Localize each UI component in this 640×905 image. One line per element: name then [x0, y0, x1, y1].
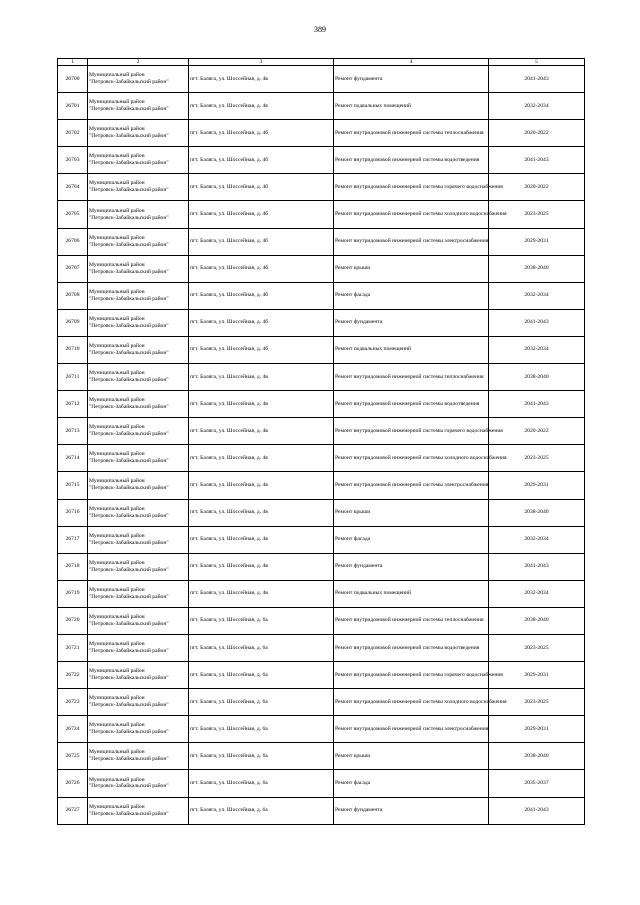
row-number-cell: 26706 — [58, 228, 88, 255]
work-type-cell: Ремонт внутридомовой инженерной системы холодного водоснабжения — [334, 445, 489, 472]
table-row — [58, 797, 585, 824]
work-type-cell: Ремонт подвальных помещений — [334, 336, 489, 363]
column-header-2: 2 — [88, 59, 189, 66]
table-row — [58, 147, 585, 174]
work-type-cell: Ремонт внутридомовой инженерной системы горячего водоснабжения — [334, 174, 489, 201]
period-cell: 2029-2031 — [489, 228, 585, 255]
table-row — [58, 228, 585, 255]
work-type-cell: Ремонт фундамента — [334, 797, 489, 824]
row-number-cell: 26711 — [58, 364, 88, 391]
district-cell — [88, 120, 189, 147]
district-cell — [88, 770, 189, 797]
table-row — [58, 445, 585, 472]
row-number-cell: 26709 — [58, 309, 88, 336]
district-line: "Петровск-Забайкальский район" — [89, 431, 169, 438]
row-number-cell: 26722 — [58, 662, 88, 689]
work-type-cell: Ремонт внутридомовой инженерной системы горячего водоснабжения — [334, 662, 489, 689]
district-cell — [88, 499, 189, 526]
district-cell — [88, 472, 189, 499]
row-number-cell: 26702 — [58, 120, 88, 147]
district-line: "Петровск-Забайкальский район" — [89, 214, 169, 221]
district-cell — [88, 201, 189, 228]
work-type-cell: Ремонт внутридомовой инженерной системы электроснабжения — [334, 228, 489, 255]
district-line: "Петровск-Забайкальский район" — [89, 106, 169, 113]
period-cell: 2032-2034 — [489, 526, 585, 553]
row-number-cell: 26715 — [58, 472, 88, 499]
work-type-cell: Ремонт внутридомовой инженерной системы электроснабжения — [334, 472, 489, 499]
work-type-cell: Ремонт подвальных помещений — [334, 580, 489, 607]
period-cell: 2020-2022 — [489, 174, 585, 201]
column-header-5: 5 — [489, 59, 585, 66]
column-header-1: 1 — [58, 59, 88, 66]
row-number-cell: 26710 — [58, 336, 88, 363]
district-line: "Петровск-Забайкальский район" — [89, 404, 169, 411]
district-cell — [88, 282, 189, 309]
address-cell: пгт. Балягa, ул. Шоссейная, д. 4б — [189, 282, 334, 309]
district-line: "Петровск-Забайкальский район" — [89, 485, 169, 492]
district-line: Муниципальный район — [89, 72, 145, 79]
table-row — [58, 391, 585, 418]
address-cell: пгт. Балягa, ул. Шоссейная, д. 4в — [189, 553, 334, 580]
district-cell — [88, 689, 189, 716]
address-cell: пгт. Балягa, ул. Шоссейная, д. 6а — [189, 743, 334, 770]
table-row — [58, 526, 585, 553]
work-type-cell: Ремонт внутридомовой инженерной системы теплоснабжения — [334, 120, 489, 147]
district-cell — [88, 66, 189, 93]
table-row — [58, 743, 585, 770]
work-type-cell: Ремонт внутридомовой инженерной системы водоотведения — [334, 391, 489, 418]
table-row — [58, 770, 585, 797]
table-row — [58, 662, 585, 689]
column-header-3: 3 — [189, 59, 334, 66]
district-line: Муниципальный район — [89, 586, 145, 593]
address-cell: пгт. Балягa, ул. Шоссейная, д. 4в — [189, 391, 334, 418]
table-row — [58, 472, 585, 499]
row-number-cell: 26719 — [58, 580, 88, 607]
period-cell: 2023-2025 — [489, 445, 585, 472]
address-cell: пгт. Балягa, ул. Шоссейная, д. 4б — [189, 147, 334, 174]
period-cell: 2032-2034 — [489, 336, 585, 363]
work-type-cell: Ремонт внутридомовой инженерной системы водоотведения — [334, 147, 489, 174]
address-cell: пгт. Балягa, ул. Шоссейная, д. 6а — [189, 607, 334, 634]
work-type-cell: Ремонт крыши — [334, 499, 489, 526]
district-line: Муниципальный район — [89, 559, 145, 566]
work-type-cell: Ремонт фундамента — [334, 309, 489, 336]
district-cell — [88, 309, 189, 336]
work-type-cell: Ремонт фундамента — [334, 66, 489, 93]
district-line: "Петровск-Забайкальский район" — [89, 133, 169, 140]
row-number-cell: 26707 — [58, 255, 88, 282]
period-cell: 2038-2040 — [489, 364, 585, 391]
district-line: Муниципальный район — [89, 451, 145, 458]
district-line: Муниципальный район — [89, 532, 145, 539]
district-line: "Петровск-Забайкальский район" — [89, 539, 169, 546]
row-number-cell: 26703 — [58, 147, 88, 174]
period-cell: 2020-2022 — [489, 418, 585, 445]
district-line: Муниципальный район — [89, 613, 145, 620]
district-line: "Петровск-Забайкальский район" — [89, 268, 169, 275]
district-cell — [88, 607, 189, 634]
period-cell: 2038-2040 — [489, 743, 585, 770]
district-cell — [88, 364, 189, 391]
row-number-cell: 26727 — [58, 797, 88, 824]
address-cell: пгт. Балягa, ул. Шоссейная, д. 4в — [189, 499, 334, 526]
district-cell — [88, 580, 189, 607]
district-line: Муниципальный район — [89, 288, 145, 295]
district-cell — [88, 662, 189, 689]
table-body — [58, 66, 585, 825]
row-number-cell: 26701 — [58, 93, 88, 120]
district-line: "Петровск-Забайкальский район" — [89, 458, 169, 465]
district-line: "Петровск-Забайкальский район" — [89, 295, 169, 302]
row-number-cell: 26720 — [58, 607, 88, 634]
district-line: Муниципальный район — [89, 261, 145, 268]
row-number-cell: 26725 — [58, 743, 88, 770]
district-line: Муниципальный район — [89, 668, 145, 675]
table-row — [58, 689, 585, 716]
district-line: Муниципальный район — [89, 776, 145, 783]
district-line: Муниципальный район — [89, 722, 145, 729]
address-cell: пгт. Балягa, ул. Шоссейная, д. 6а — [189, 716, 334, 743]
table-row — [58, 607, 585, 634]
period-cell: 2041-2043 — [489, 66, 585, 93]
table-row — [58, 282, 585, 309]
district-line: "Петровск-Забайкальский район" — [89, 783, 169, 790]
address-cell: пгт. Балягa, ул. Шоссейная, д. 4б — [189, 120, 334, 147]
district-line: "Петровск-Забайкальский район" — [89, 241, 169, 248]
district-line: "Петровск-Забайкальский район" — [89, 566, 169, 573]
work-type-cell: Ремонт внутридомовой инженерной системы холодного водоснабжения — [334, 201, 489, 228]
row-number-cell: 26704 — [58, 174, 88, 201]
table-row — [58, 309, 585, 336]
row-number-cell: 26721 — [58, 634, 88, 661]
district-line: "Петровск-Забайкальский район" — [89, 349, 169, 356]
district-line: Муниципальный район — [89, 370, 145, 377]
district-line: "Петровск-Забайкальский район" — [89, 512, 169, 519]
district-line: Муниципальный район — [89, 397, 145, 404]
district-cell — [88, 147, 189, 174]
district-cell — [88, 255, 189, 282]
district-cell — [88, 553, 189, 580]
table-row — [58, 66, 585, 93]
district-line: "Петровск-Забайкальский район" — [89, 702, 169, 709]
table-row — [58, 499, 585, 526]
address-cell: пгт. Балягa, ул. Шоссейная, д. 4в — [189, 526, 334, 553]
row-number-cell: 26713 — [58, 418, 88, 445]
district-line: Муниципальный район — [89, 695, 145, 702]
period-cell: 2041-2043 — [489, 147, 585, 174]
work-type-cell: Ремонт внутридомовой инженерной системы водоотведения — [334, 634, 489, 661]
address-cell: пгт. Балягa, ул. Шоссейная, д. 4в — [189, 472, 334, 499]
column-header-4: 4 — [334, 59, 489, 66]
work-type-cell: Ремонт внутридомовой инженерной системы холодного водоснабжения — [334, 689, 489, 716]
period-cell: 2041-2043 — [489, 553, 585, 580]
row-number-cell: 26716 — [58, 499, 88, 526]
period-cell: 2032-2034 — [489, 282, 585, 309]
district-cell — [88, 743, 189, 770]
period-cell: 2041-2043 — [489, 391, 585, 418]
work-type-cell: Ремонт подвальных помещений — [334, 93, 489, 120]
row-number-cell: 26714 — [58, 445, 88, 472]
row-number-cell: 26705 — [58, 201, 88, 228]
district-line: "Петровск-Забайкальский район" — [89, 187, 169, 194]
district-line: Муниципальный район — [89, 803, 145, 810]
period-cell: 2041-2043 — [489, 797, 585, 824]
period-cell: 2023-2025 — [489, 689, 585, 716]
table-row — [58, 418, 585, 445]
address-cell: пгт. Балягa, ул. Шоссейная, д. 6а — [189, 770, 334, 797]
district-cell — [88, 526, 189, 553]
table-row — [58, 174, 585, 201]
work-type-cell: Ремонт крыши — [334, 255, 489, 282]
row-number-cell: 26726 — [58, 770, 88, 797]
address-cell: пгт. Балягa, ул. Шоссейная, д. 4в — [189, 93, 334, 120]
district-cell — [88, 418, 189, 445]
district-line: Муниципальный район — [89, 343, 145, 349]
work-type-cell: Ремонт внутридомовой инженерной системы теплоснабжения — [334, 607, 489, 634]
district-line: Муниципальный район — [89, 99, 145, 106]
address-cell: пгт. Балягa, ул. Шоссейная, д. 4б — [189, 174, 334, 201]
address-cell: пгт. Балягa, ул. Шоссейная, д. 4б — [189, 201, 334, 228]
table-row — [58, 364, 585, 391]
district-line: Муниципальный район — [89, 749, 145, 756]
address-cell: пгт. Балягa, ул. Шоссейная, д. 6а — [189, 662, 334, 689]
work-type-cell: Ремонт фасада — [334, 526, 489, 553]
period-cell: 2029-2031 — [489, 472, 585, 499]
period-cell: 2038-2040 — [489, 255, 585, 282]
row-number-cell: 26712 — [58, 391, 88, 418]
district-cell — [88, 391, 189, 418]
work-type-cell: Ремонт крыши — [334, 743, 489, 770]
address-cell: пгт. Балягa, ул. Шоссейная, д. 6а — [189, 797, 334, 824]
period-cell: 2038-2040 — [489, 607, 585, 634]
district-line: "Петровск-Забайкальский район" — [89, 729, 169, 736]
table-row — [58, 93, 585, 120]
district-line: Муниципальный район — [89, 641, 145, 648]
address-cell: пгт. Балягa, ул. Шоссейная, д. 6а — [189, 634, 334, 661]
page-number: 389 — [314, 25, 326, 34]
address-cell: пгт. Балягa, ул. Шоссейная, д. 4в — [189, 66, 334, 93]
work-type-cell: Ремонт внутридомовой инженерной системы электроснабжения — [334, 716, 489, 743]
registry-table — [57, 58, 585, 825]
district-cell — [88, 716, 189, 743]
district-line: Муниципальный район — [89, 207, 145, 214]
row-number-cell: 26700 — [58, 66, 88, 93]
row-number-cell: 26718 — [58, 553, 88, 580]
address-cell: пгт. Балягa, ул. Шоссейная, д. 4в — [189, 580, 334, 607]
table-row — [58, 716, 585, 743]
district-line: Муниципальный район — [89, 505, 145, 512]
period-cell: 2041-2043 — [489, 309, 585, 336]
table-row — [58, 580, 585, 607]
address-cell: пгт. Балягa, ул. Шоссейная, д. 4б — [189, 255, 334, 282]
table-row — [58, 120, 585, 147]
period-cell: 2020-2022 — [489, 120, 585, 147]
row-number-cell: 26724 — [58, 716, 88, 743]
table-row — [58, 201, 585, 228]
district-line: "Петровск-Забайкальский район" — [89, 648, 169, 655]
district-cell — [88, 228, 189, 255]
district-cell — [88, 93, 189, 120]
period-cell: 2029-2031 — [489, 716, 585, 743]
address-cell: пгт. Балягa, ул. Шоссейная, д. 4б — [189, 309, 334, 336]
district-line: "Петровск-Забайкальский район" — [89, 377, 169, 384]
district-line: Муниципальный район — [89, 234, 145, 241]
table-row — [58, 255, 585, 282]
table-row — [58, 634, 585, 661]
district-line: "Петровск-Забайкальский район" — [89, 756, 169, 763]
district-line: Муниципальный район — [89, 153, 145, 160]
address-cell: пгт. Балягa, ул. Шоссейная, д. 4в — [189, 445, 334, 472]
district-line: "Петровск-Забайкальский район" — [89, 160, 169, 167]
period-cell: 2029-2031 — [489, 662, 585, 689]
address-cell: пгт. Балягa, ул. Шоссейная, д. 4б — [189, 336, 334, 363]
period-cell: 2032-2034 — [489, 580, 585, 607]
period-cell: 2035-2037 — [489, 770, 585, 797]
district-line: "Петровск-Забайкальский район" — [89, 322, 169, 329]
district-cell — [88, 174, 189, 201]
address-cell: пгт. Балягa, ул. Шоссейная, д. 6а — [189, 689, 334, 716]
period-cell: 2023-2025 — [489, 634, 585, 661]
district-cell — [88, 336, 189, 363]
district-cell — [88, 797, 189, 824]
district-line: Муниципальный район — [89, 180, 145, 187]
district-line: Муниципальный район — [89, 424, 145, 431]
period-cell: 2032-2034 — [489, 93, 585, 120]
district-line: "Петровск-Забайкальский район" — [89, 675, 169, 682]
district-line: Муниципальный район — [89, 478, 145, 485]
district-line: "Петровск-Забайкальский район" — [89, 593, 169, 600]
row-number-cell: 26708 — [58, 282, 88, 309]
period-cell: 2038-2040 — [489, 499, 585, 526]
work-type-cell: Ремонт внутридомовой инженерной системы горячего водоснабжения — [334, 418, 489, 445]
work-type-cell: Ремонт фасада — [334, 282, 489, 309]
work-type-cell: Ремонт внутридомовой инженерной системы теплоснабжения — [334, 364, 489, 391]
work-type-cell: Ремонт фундамента — [334, 553, 489, 580]
address-cell: пгт. Балягa, ул. Шоссейная, д. 4в — [189, 364, 334, 391]
district-line: "Петровск-Забайкальский район" — [89, 79, 169, 86]
address-cell: пгт. Балягa, ул. Шоссейная, д. 4б — [189, 228, 334, 255]
district-line: Муниципальный район — [89, 315, 145, 322]
district-cell — [88, 445, 189, 472]
address-cell: пгт. Балягa, ул. Шоссейная, д. 4в — [189, 418, 334, 445]
district-line: "Петровск-Забайкальский район" — [89, 620, 169, 627]
column-number-row — [58, 59, 585, 66]
table-row — [58, 336, 585, 363]
table-row — [58, 553, 585, 580]
period-cell: 2023-2025 — [489, 201, 585, 228]
row-number-cell: 26717 — [58, 526, 88, 553]
district-cell — [88, 634, 189, 661]
row-number-cell: 26723 — [58, 689, 88, 716]
district-line: Муниципальный район — [89, 126, 145, 133]
district-line: "Петровск-Забайкальский район" — [89, 810, 169, 817]
work-type-cell: Ремонт фасада — [334, 770, 489, 797]
